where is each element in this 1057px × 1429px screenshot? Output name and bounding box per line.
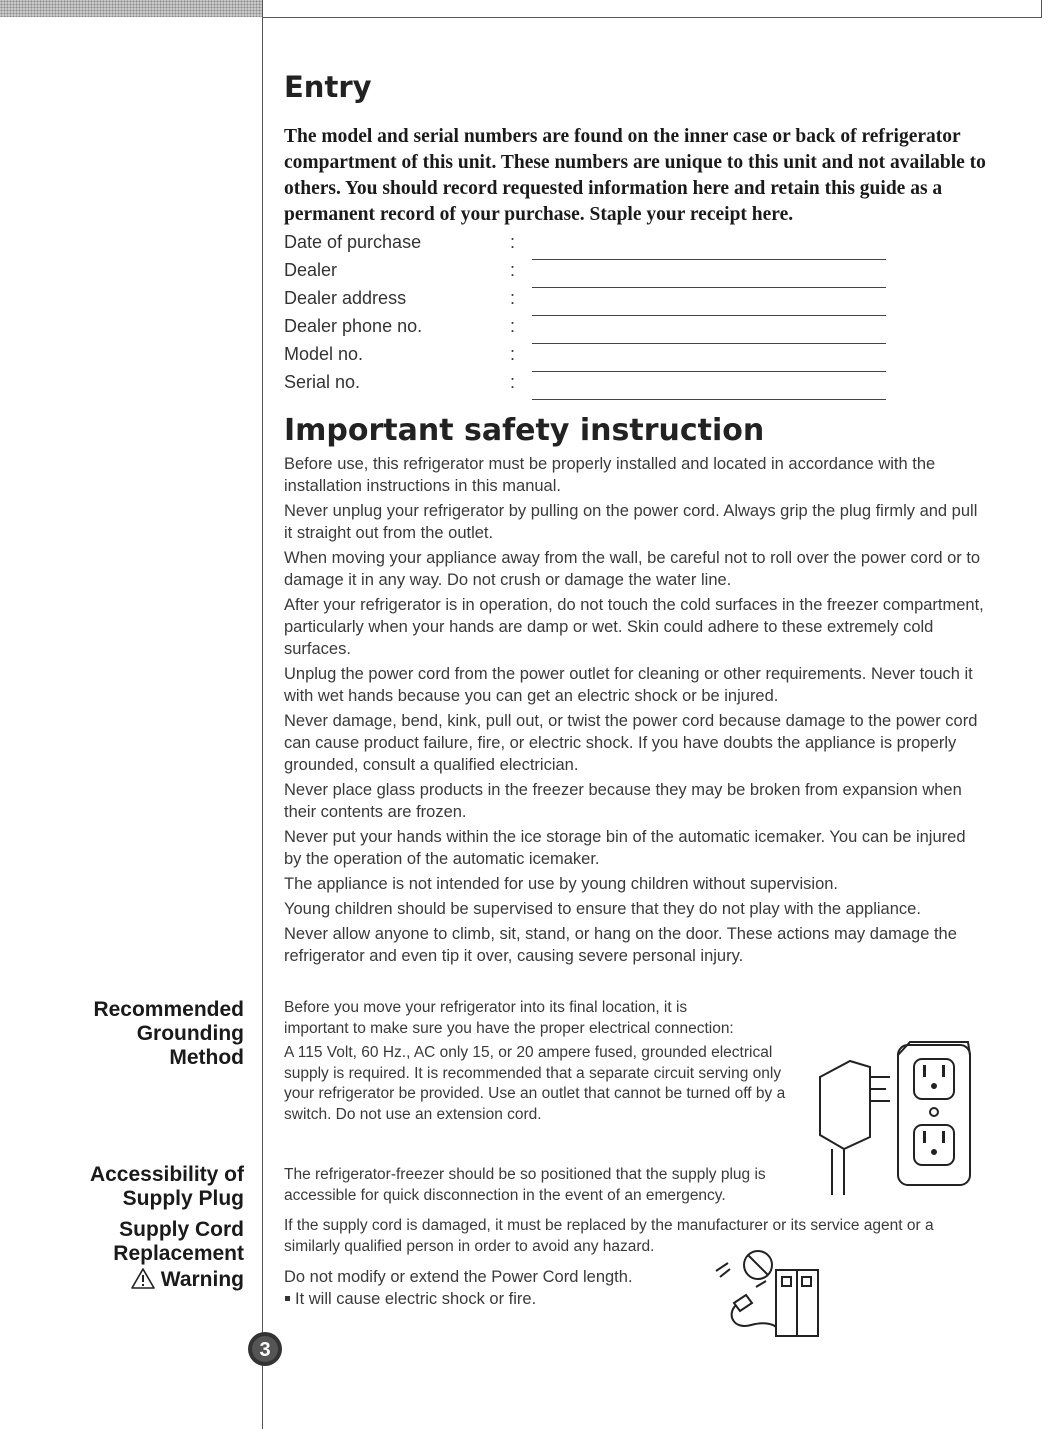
header-rule-end [1041,0,1042,18]
form-colon: : [510,288,516,308]
form-label: Dealer phone no. [284,316,423,336]
form-colon: : [510,232,516,252]
accessibility-heading: Accessibility of Supply Plug [89,1163,244,1210]
outlet-plug-icon [810,1037,975,1197]
form-row-model [284,344,904,372]
form-label: Dealer [284,260,338,280]
cord-replacement-heading: Supply Cord Replacement [113,1218,244,1265]
no-extension-cord-icon [696,1245,821,1340]
safety-title: Important safety instruction [284,413,765,448]
safety-paragraph: After your refrigerator is in operation, do not touch the cold surfaces in the freezer compartment, particularly when your hands are damp or wet. Skin could adhere to these extremely cold surfaces. [284,596,984,658]
grounding-text-1: Before you move your refrigerator into its final location, it is important to make sure you have the proper electrical connection: [284,999,734,1037]
form-label: Date of purchase [284,232,422,252]
form-label: Serial no. [284,372,361,392]
form-colon: : [510,316,516,336]
form-colon: : [510,372,516,392]
cord-replacement-section [284,1216,989,1257]
warning-heading: Warning [131,1268,244,1292]
form-row-dealer-phone [284,316,904,344]
form-row-dealer [284,260,904,288]
form-label: Model no. [284,344,364,364]
grounding-heading: Recommended Grounding Method [93,998,244,1069]
entry-intro: The model and serial numbers are found on the inner case or back of refrigerator compartment of this unit. These numbers are unique to this unit and not available to others. You should record requested information here and retain this guide as a permanent record of your purchase. Staple your receipt here. [284,126,986,225]
margin-divider [262,0,263,1429]
safety-paragraph: Never put your hands within the ice storage bin of the automatic icemaker. You can be injured by the operation of the automatic icemaker. [284,828,966,868]
form-row-date [284,232,904,260]
header-pattern [0,0,262,17]
header-rule [262,17,1042,18]
page-number-badge [247,1331,283,1367]
accessibility-text: The refrigerator-freezer should be so positioned that the supply plug is accessible for quick disconnection in the event of an emergency. [284,1166,766,1204]
safety-paragraph: Young children should be supervised to ensure that they do not play with the appliance. [284,900,921,918]
accessibility-section [284,1165,814,1206]
grounding-section [284,998,786,1125]
serial-no-field[interactable] [532,399,886,400]
safety-paragraph: Unplug the power cord from the power outlet for cleaning or other requirements. Never touch it with wet hands because you can get an electric shock or be injured. [284,665,973,705]
form-label: Dealer address [284,288,407,308]
warning-text: Do not modify or extend the Power Cord length. [284,1268,633,1286]
form-colon: : [510,344,516,364]
safety-paragraph: Never allow anyone to climb, sit, stand, or hang on the door. These actions may damage the refrigerator and even tip it over, causing severe personal injury. [284,925,957,965]
svg-text:3: 3 [259,1339,271,1361]
form-row-serial [284,372,904,400]
warning-triangle-icon [131,1268,155,1289]
form-colon: : [510,260,516,280]
purchase-record-form [284,232,904,400]
safety-instructions [284,453,984,970]
bullet-icon [285,1296,290,1301]
warning-section [284,1266,704,1310]
cord-replacement-text: If the supply cord is damaged, it must be replaced by the manufacturer or its service agent or a similarly qualified person in order to avoid any hazard. [284,1217,934,1255]
warning-bullet: It will cause electric shock or fire. [284,1288,704,1310]
form-row-dealer-address [284,288,904,316]
safety-paragraph: Never place glass products in the freezer because they may be broken from expansion when their contents are frozen. [284,781,962,821]
safety-paragraph: Never unplug your refrigerator by pulling on the power cord. Always grip the plug firmly and pull it straight out from the outlet. [284,502,978,542]
grounding-text-2: A 115 Volt, 60 Hz., AC only 15, or 20 ampere fused, grounded electrical supply is required. It is recommended that a separate circuit serving only your refrigerator be provided. Use an outlet that cannot be turned off by a switch. Do not use an extension cord. [284,1044,786,1123]
safety-paragraph: Never damage, bend, kink, pull out, or twist the power cord because damage to the power cord can cause product failure, fire, or electric shock. If you have doubts the appliance is properly grounded, consult a qualified electrician. [284,712,978,774]
entry-title: Entry [284,70,372,104]
safety-paragraph: The appliance is not intended for use by young children without supervision. [284,875,839,893]
safety-paragraph: When moving your appliance away from the wall, be careful not to roll over the power cord or to damage it in any way. Do not crush or damage the water line. [284,549,981,589]
safety-paragraph: Before use, this refrigerator must be properly installed and located in accordance with the installation instructions in this manual. [284,455,936,495]
